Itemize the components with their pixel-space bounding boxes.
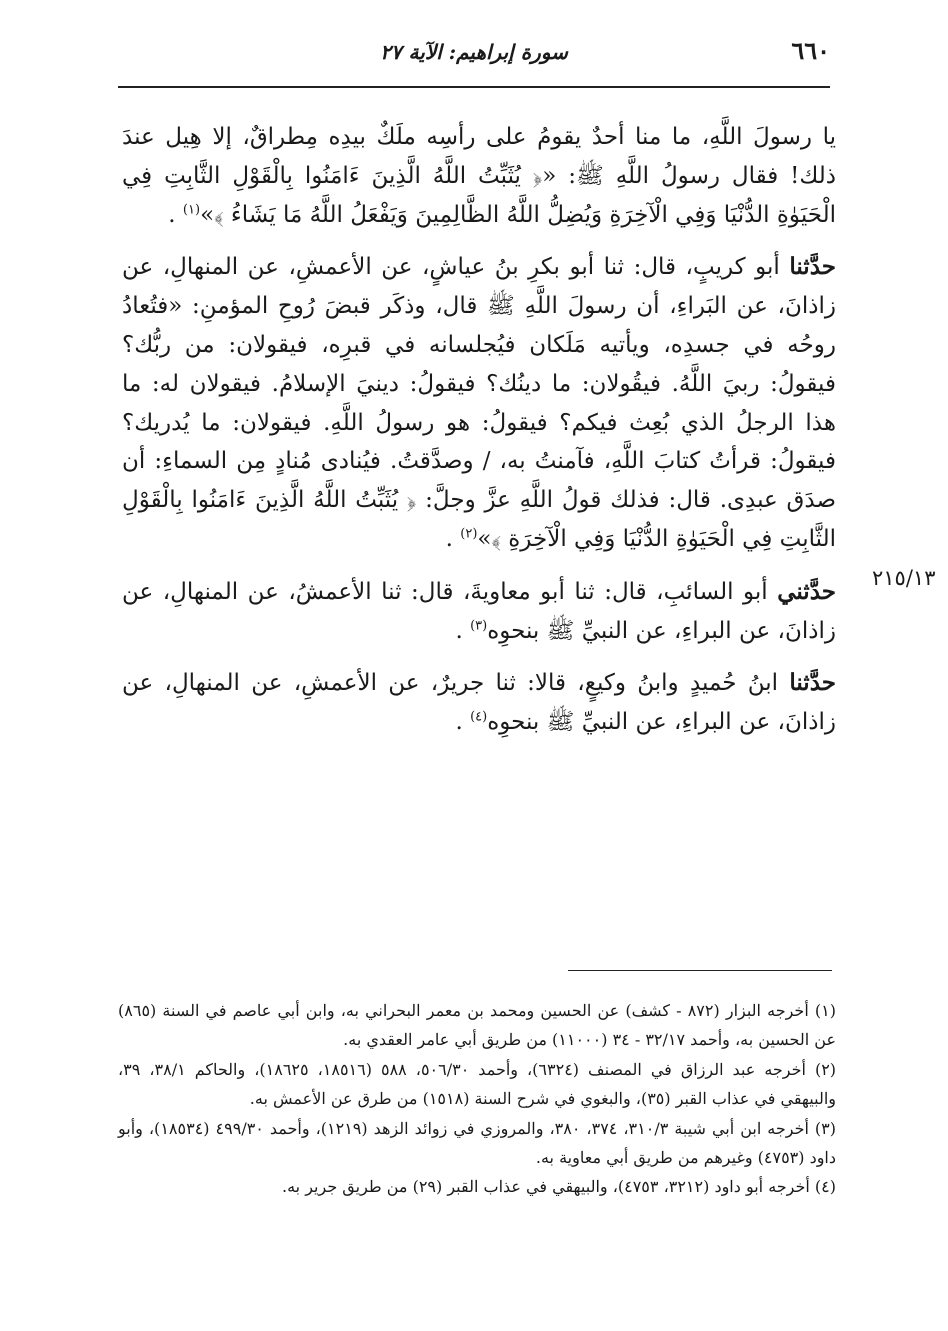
- footnote-ref: (٤): [470, 709, 488, 725]
- paragraph-3: [122, 573, 836, 651]
- isnad-lead: حدَّثنا: [789, 253, 836, 281]
- running-title: سورة إبراهيم: الآية ٢٧: [380, 40, 568, 64]
- footnote-1: (١) أخرجه البزار (٨٧٢ - كشف) عن الحسين ومحمد بن معمر البحراني به، وابن أبي عاصم في السنة (٨٦٥) عن الحسين به، وأحمد ٣٢/١٧ - ٣٤ (١١٠٠٠) من طريق أبي عامر العقدي به.: [118, 1001, 836, 1050]
- paragraph-text: يا رسولَ اللَّهِ، ما منا أحدٌ يقومُ على رأسِه ملَكٌ بيدِه مِطراقٌ، إلا هِيل عندَ ذلك! فقال رسولُ اللَّهِ ﷺ: «﴿ يُثَبِّتُ اللَّهُ الَّذِينَ ءَامَنُوا بِالْقَوْلِ الثَّابِتِ فِي الْحَيَوٰةِ الدُّنْيَا وَفِي الْآخِرَةِ وَيُضِلُّ اللَّهُ الظَّالِمِينَ وَيَفْعَلُ اللَّهُ مَا يَشَاءُ ﴾»: [122, 124, 836, 228]
- paragraph-text: أبو السائبِ، قال: ثنا أبو معاويةَ، قال: ثنا الأعمشُ، عن المنهالِ، عن زاذانَ، عن البراءِ، عن النبيِّ ﷺ بنحوِه: [122, 578, 836, 644]
- paragraph-end: .: [445, 525, 453, 552]
- page-number: ٦٦٠: [791, 36, 830, 65]
- footnote-ref: (٣): [470, 617, 488, 633]
- footnote-ref: (١): [182, 201, 201, 217]
- footnote-4: (٤) أخرجه أبو داود (٣٢١٢، ٤٧٥٣)، والبيهقي في عذاب القبر (٢٩) من طريق جرير به.: [282, 1177, 836, 1197]
- paragraph-2: [122, 248, 836, 558]
- margin-volume-page-note: ٢١٥/١٣: [872, 566, 936, 590]
- paragraph-text: أبو كريبٍ، قال: ثنا أبو بكرِ بنُ عياشٍ، عن الأعمشِ، عن المنهالِ، عن زاذانَ، عن البَراءِ، أن رسولَ اللَّهِ ﷺ قال، وذكَر قبضَ رُوحِ المؤمنِ: «فتُعادُ روحُه في جسدِه، ويأتيه مَلَكان فيُجلسانه في قبرِه، فيقولان: من ربُّك؟ فيقولُ: ربيَ اللَّهُ. فيقُولان: ما دينُك؟ فيقولُ: دينيَ الإسلامُ. فيقولان له: ما هذا الرجلُ الذي بُعِث فيكم؟ فيقولُ: هو رسولُ اللَّهِ. فيقولان: ما يُدريك؟ فيقولُ: قرأتُ كتابَ اللَّهِ، فآمنتُ به، / وصدَّقتُ. فيُنادى مُنادٍ مِن السماءِ: أن صدَق عبدِى. قال: فذلك قولُ اللَّهِ عزَّ وجلَّ: ﴿ يُثَبِّتُ اللَّهُ الَّذِينَ ءَامَنُوا بِالْقَوْلِ الثَّابِتِ فِي الْحَيَوٰةِ الدُّنْيَا وَفِي الْآخِرَةِ ﴾»: [122, 254, 836, 552]
- paragraph-end: .: [168, 201, 176, 228]
- paragraph-end: .: [455, 617, 463, 644]
- paragraph-1: [122, 118, 836, 234]
- paragraph-end: .: [455, 709, 463, 736]
- footnotes-separator: [568, 970, 832, 971]
- footnote-3: (٣) أخرجه ابن أبي شيبة ٣١٠/٣، ٣٧٤، ٣٨٠، والمروزي في زوائد الزهد (١٢١٩)، وأحمد ٤٩٩/٣٠ (١٨٥٣٤)، وأبو داود (٤٧٥٣) وغيرهم من طريق أبي معاوية به.: [118, 1118, 837, 1168]
- isnad-lead: حدَّثني: [777, 577, 836, 605]
- main-text: [122, 118, 836, 756]
- paragraph-text: ابنُ حُميدٍ وابنُ وكيعٍ، قالا: ثنا جريرٌ، عن الأعمشِ، عن المنهالِ، عن زاذانَ، عن البراءِ، عن النبيِّ ﷺ بنحوِه: [122, 670, 836, 736]
- header-rule: [118, 86, 830, 88]
- footnotes: [118, 996, 836, 1202]
- footnote-2: (٢) أخرجه عبد الرزاق في المصنف (٦٣٢٤)، وأحمد ٥٠٦/٣٠، ٥٨٨ (١٨٥١٦، ١٨٦٢٥)، والحاكم ٣٨/١، ٣٩، والبيهقي في عذاب القبر (٣٥)، والبغوي في شرح السنة (١٥١٨) من طرق عن الأعمش به.: [118, 1059, 837, 1109]
- isnad-lead: حدَّثنا: [789, 669, 836, 697]
- paragraph-4: [122, 664, 836, 742]
- footnote-ref: (٢): [460, 526, 478, 542]
- page-header: [118, 36, 830, 80]
